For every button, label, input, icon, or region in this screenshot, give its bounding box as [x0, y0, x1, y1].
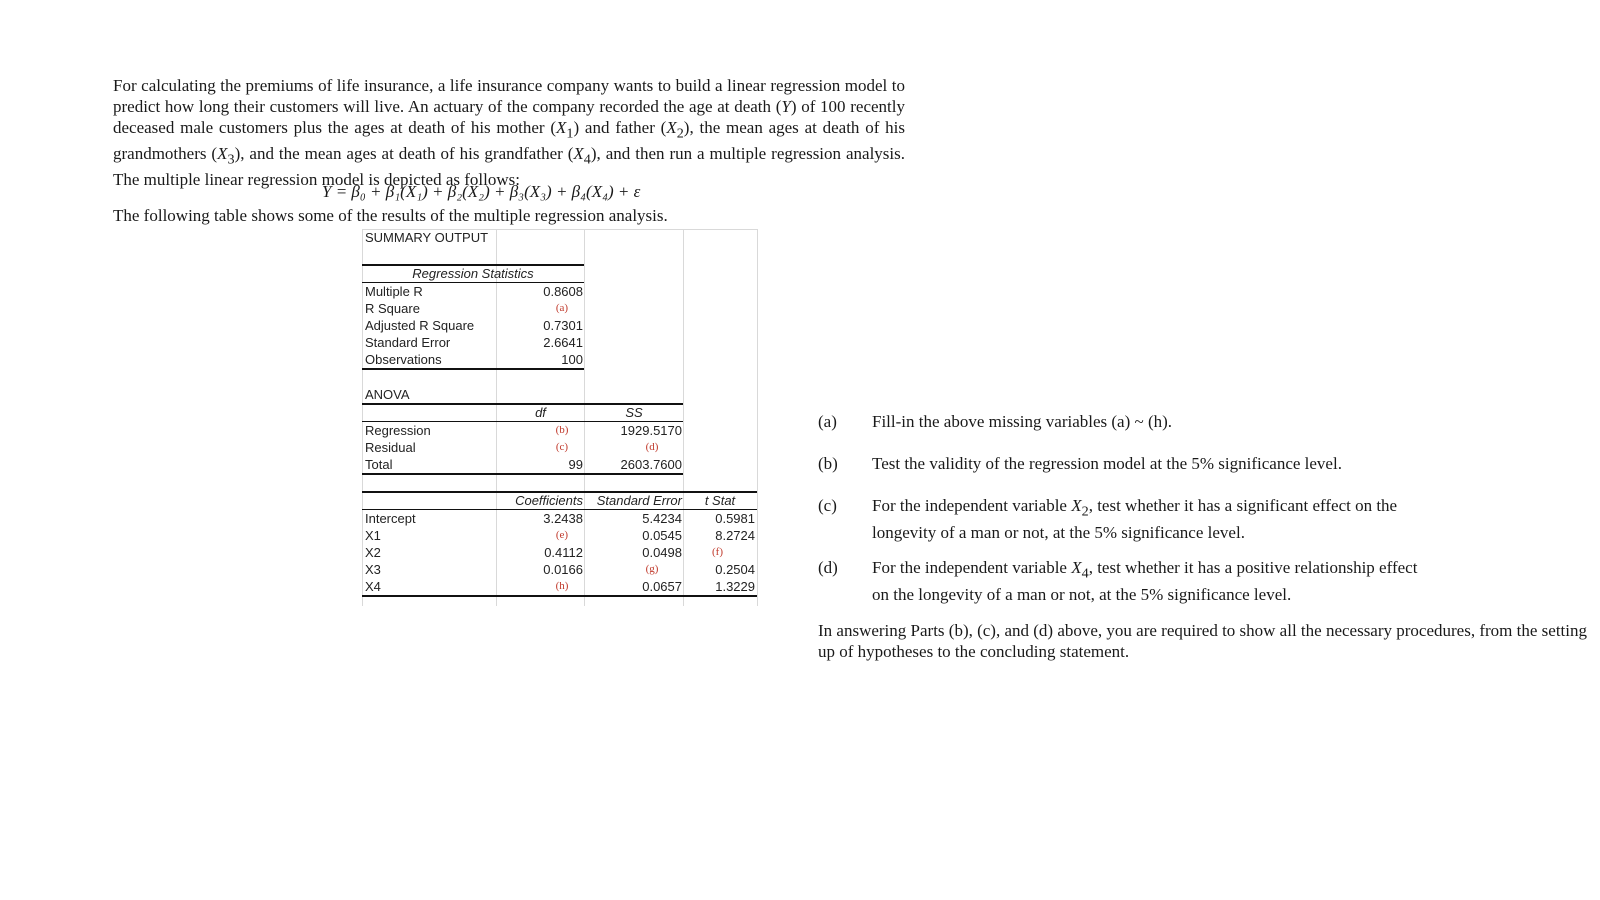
anova-row-regression [362, 422, 757, 439]
var-x2: X [1071, 496, 1082, 515]
intro-text-4: ), the mean ages at death of his grandmothers ( [113, 117, 905, 163]
missing-value-a: (a) [555, 302, 569, 314]
coef-row-x4 [362, 578, 757, 595]
coef-label: X4 [365, 579, 381, 594]
var-x4: X [573, 143, 584, 163]
stat-row-adj-r-square [362, 317, 757, 334]
missing-value-e: (e) [555, 529, 569, 541]
question-text-pre: For the independent variable [872, 558, 1072, 577]
var-x4-sub: 4 [1081, 565, 1089, 582]
var-x3: X [217, 143, 228, 163]
coef-row-x1 [362, 527, 757, 544]
stat-row-r-square [362, 300, 757, 317]
var-x2-sub: 2 [1081, 503, 1089, 520]
stat-value: 2.6641 [543, 335, 583, 350]
coef-label: X1 [365, 528, 381, 543]
missing-value-f: (f) [712, 546, 723, 558]
question-label: (d) [818, 558, 838, 577]
coef-value: 3.2438 [543, 511, 583, 526]
coef-t: 8.2724 [715, 528, 755, 543]
var-x1-sub: 1 [566, 124, 574, 141]
anova-label: Residual [365, 440, 416, 455]
question-text: Test the validity of the regression model at the 5% significance level. [872, 454, 1342, 473]
coef-bottom-rule [362, 595, 757, 597]
anova-row-residual [362, 439, 757, 456]
stat-label: Observations [365, 352, 442, 367]
missing-value-d: (d) [645, 441, 659, 453]
coef-header-row [362, 492, 757, 509]
stat-row-observations [362, 351, 757, 368]
anova-row-total [362, 456, 757, 473]
missing-value-c: (c) [555, 441, 569, 453]
missing-value-h: (h) [555, 580, 569, 592]
coef-label: Intercept [365, 511, 416, 526]
question-text [872, 557, 1432, 605]
anova-header-ss: SS [625, 405, 643, 420]
regression-equation: Y = β₀ + β₁(X₁) + β₂(X₂) + β₃(X₃) + β₄(X₄) + ε [322, 182, 641, 201]
coef-value: 0.4112 [544, 545, 583, 560]
reg-stats-header-row [362, 265, 757, 282]
intro-text-1: For calculating the premiums of life insurance, a life insurance company wants to build a linear regression model to predict how long their customers will live. An actuary of the company recorded the age at death ( [113, 76, 905, 116]
question-text-pre: For the independent variable [872, 496, 1072, 515]
question-text: Fill-in the above missing variables (a) ~ (h). [872, 412, 1173, 431]
anova-bottom-rule [362, 473, 683, 475]
stat-value: 100 [561, 352, 583, 367]
var-x4-sub: 4 [583, 151, 591, 168]
question-text-post: , test whether it has a positive relationship effect on the longevity of a man or not, at the 5% significance level. [872, 558, 1418, 605]
intro-text-2: ) of 100 recently deceased male customers plus the ages at death of his mother ( [113, 96, 905, 137]
sheet-title: SUMMARY OUTPUT [365, 230, 489, 245]
bottom-rule [362, 368, 584, 370]
anova-header-df: df [535, 405, 546, 420]
missing-value-b: (b) [555, 424, 569, 436]
var-x3-sub: 3 [227, 151, 235, 168]
question-text-post: , test whether it has a significant effect on the longevity of a man or not, at the 5% significance level. [872, 496, 1398, 543]
coef-t: 1.3229 [715, 579, 755, 594]
coef-label: X2 [365, 545, 381, 560]
stat-label: Standard Error [365, 335, 451, 350]
grid-line [757, 229, 758, 606]
intro-paragraph [113, 76, 905, 191]
question-label: (c) [818, 496, 837, 515]
coef-t: 0.5981 [715, 511, 755, 526]
question-text [872, 495, 1432, 543]
coef-header-t-stat: t Stat [704, 493, 736, 508]
intro-text-3: ) and father ( [573, 117, 667, 137]
anova-title-row [362, 386, 757, 403]
var-x1: X [556, 117, 567, 137]
var-x2-sub: 2 [676, 124, 684, 141]
coef-se: 0.0498 [642, 545, 682, 560]
coef-se: 0.0657 [642, 579, 682, 594]
table-intro-text: The following table shows some of the results of the multiple regression analysis. [113, 206, 668, 225]
stat-label: Adjusted R Square [365, 318, 475, 333]
coef-t: 0.2504 [715, 562, 755, 577]
stat-value: 0.8608 [543, 284, 583, 299]
anova-df: 99 [568, 457, 583, 472]
coef-row-intercept [362, 510, 757, 527]
anova-title: ANOVA [365, 387, 410, 402]
anova-ss: 1929.5170 [620, 423, 682, 438]
coef-row-x2 [362, 544, 757, 561]
coef-label: X3 [365, 562, 381, 577]
var-x2: X [666, 117, 677, 137]
question-label: (a) [818, 412, 837, 431]
coef-value: 0.0166 [543, 562, 583, 577]
stat-label: R Square [365, 301, 420, 316]
stat-value: 0.7301 [543, 318, 583, 333]
coef-se: 5.4234 [642, 511, 682, 526]
anova-header-row [362, 404, 757, 421]
stat-row-multiple-r [362, 283, 757, 300]
coef-se: 0.0545 [642, 528, 682, 543]
stat-label: Multiple R [365, 284, 423, 299]
missing-value-g: (g) [645, 563, 659, 575]
var-y: Y [781, 96, 791, 116]
coef-row-x3 [362, 561, 757, 578]
stat-row-std-error [362, 334, 757, 351]
anova-ss: 2603.7600 [620, 457, 682, 472]
reg-stats-header: Regression Statistics [412, 266, 534, 281]
var-x4: X [1071, 558, 1082, 577]
coef-header-coefficients: Coefficients [515, 493, 583, 508]
anova-label: Total [365, 457, 393, 472]
sheet-title-row [362, 229, 757, 246]
anova-label: Regression [365, 423, 431, 438]
answering-note: In answering Parts (b), (c), and (d) above, you are required to show all the necessary procedures, from the setting up of hypotheses to the concluding statement. [818, 621, 1587, 661]
coef-header-std-error: Standard Error [596, 493, 682, 508]
question-label: (b) [818, 454, 838, 473]
intro-text-6: ), and then run a multiple regression analysis. The multiple linear regression model is depicted as follows: [113, 143, 906, 189]
intro-text-5: ), and the mean ages at death of his grandfather ( [234, 143, 574, 163]
